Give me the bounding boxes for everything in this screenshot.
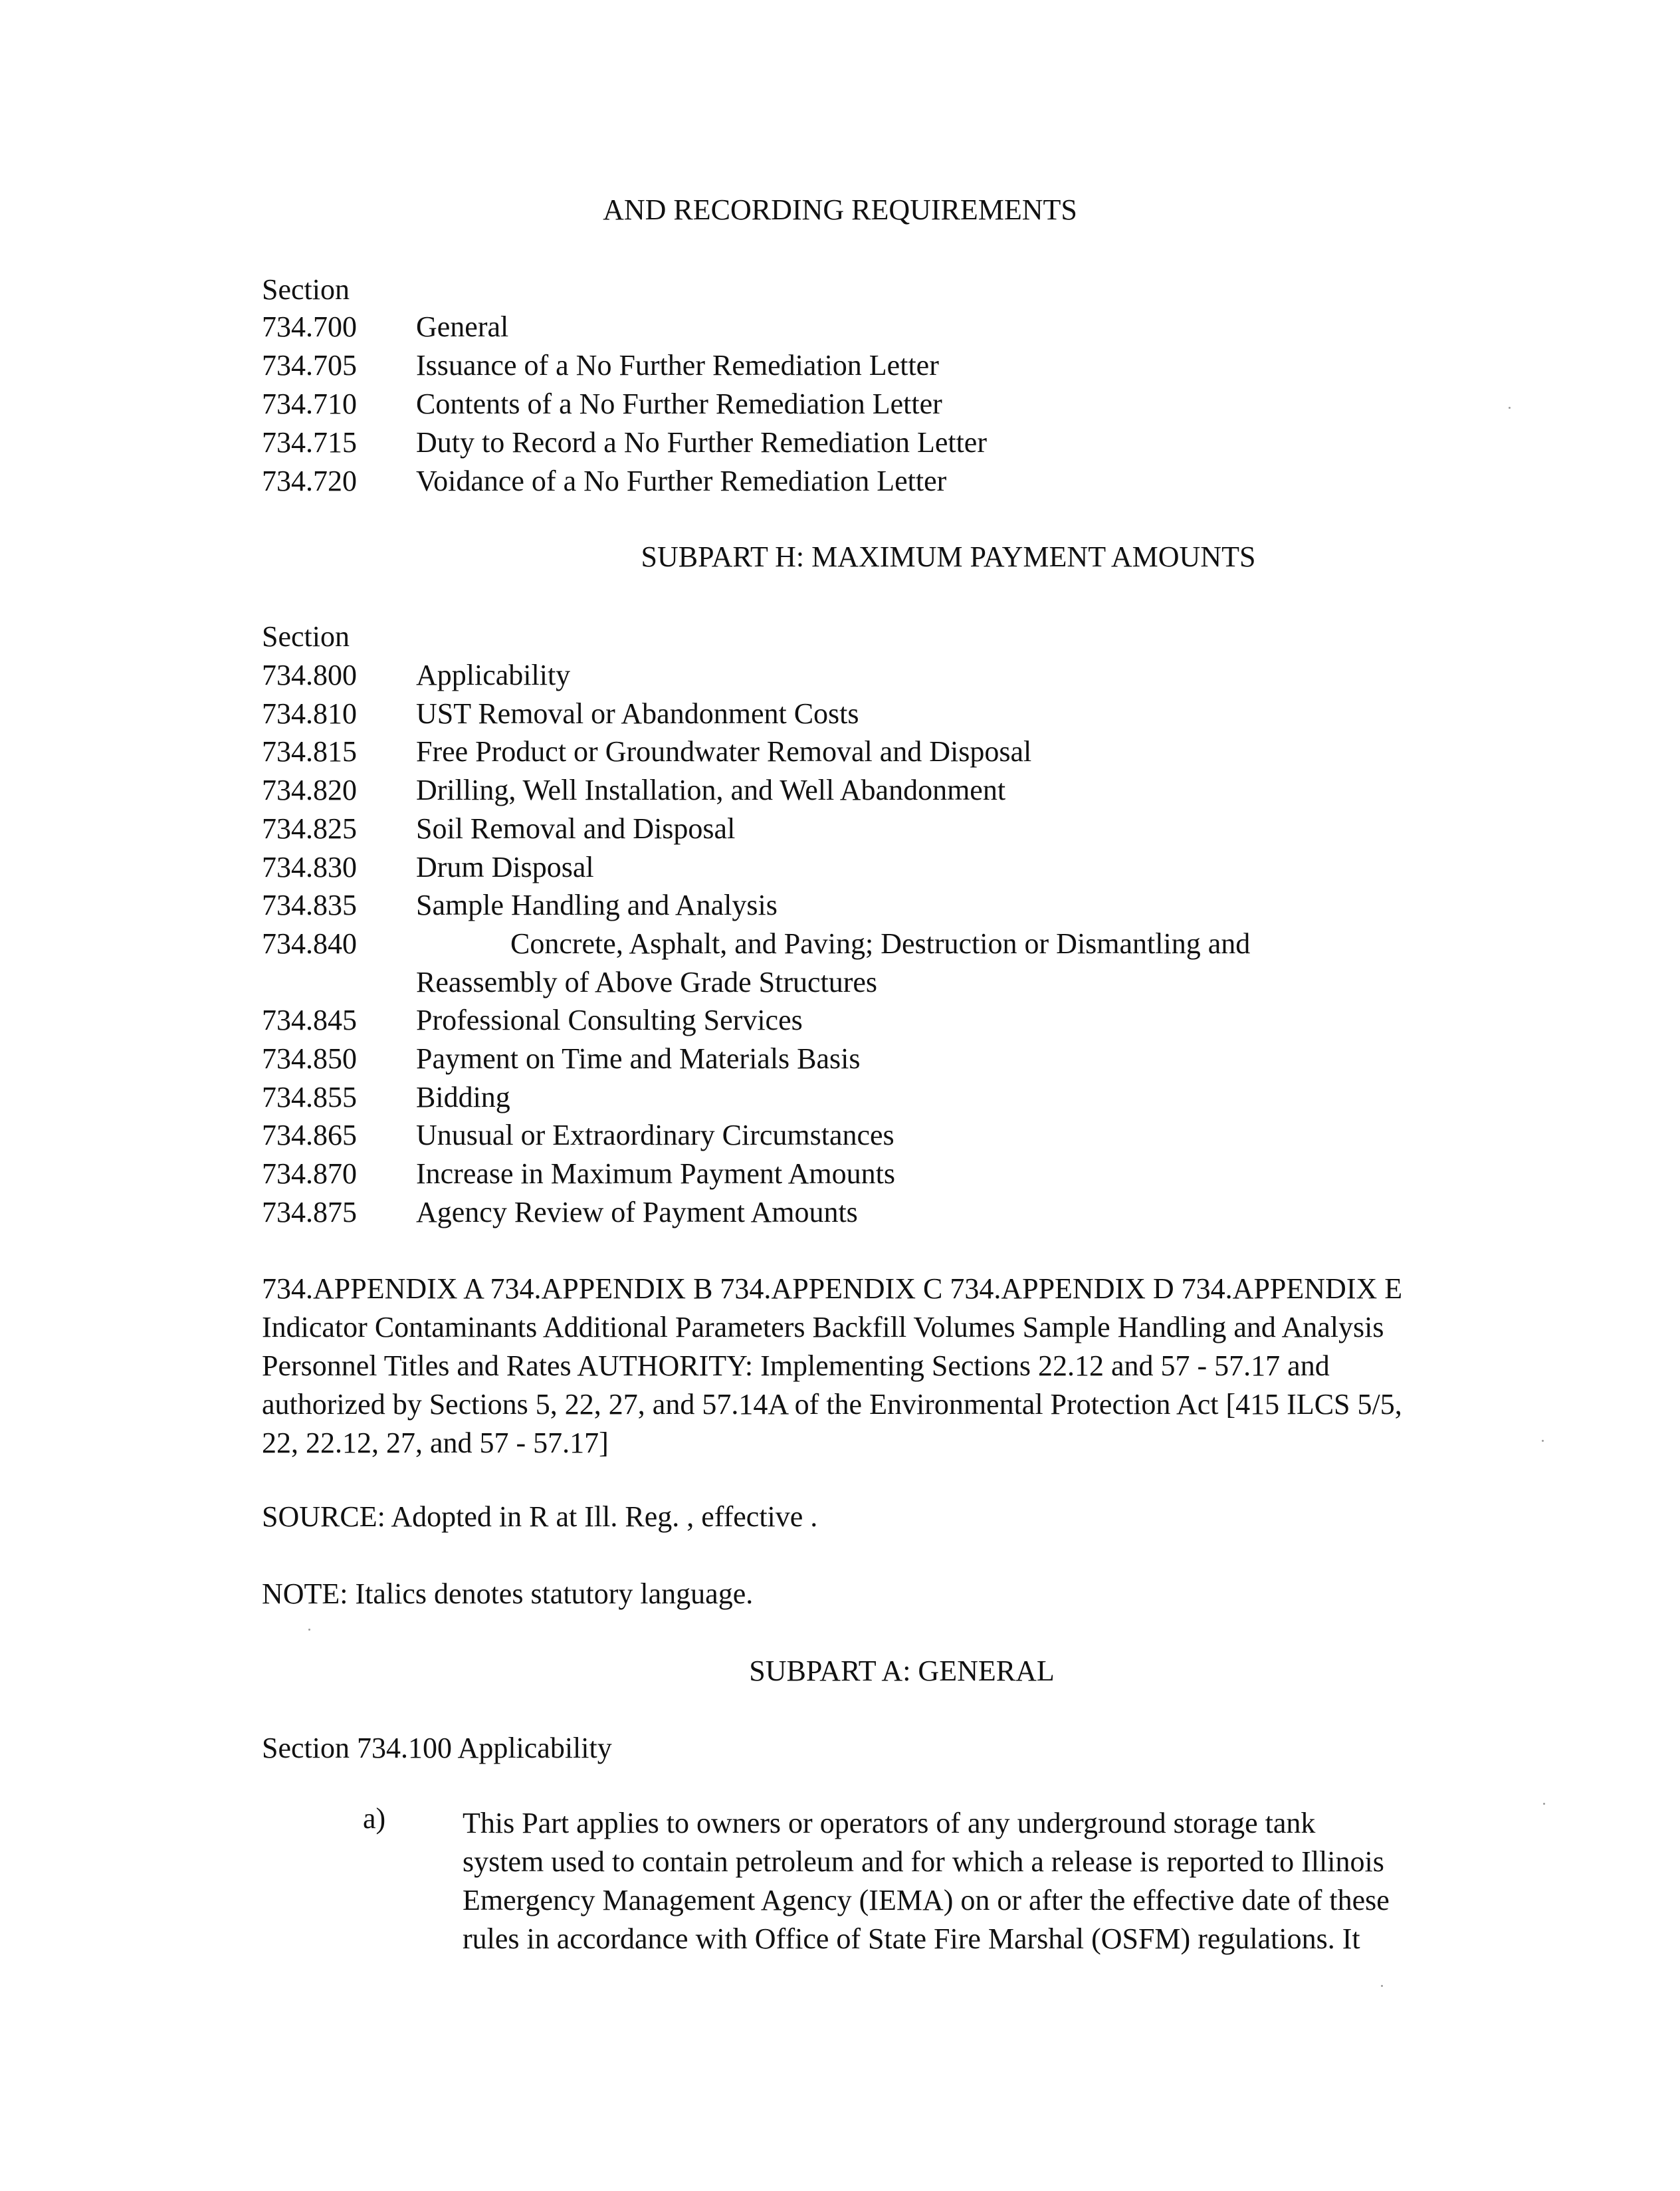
paragraph-line: 22, 22.12, 27, and 57 - 57.17] (262, 1427, 609, 1459)
section-title: Duty to Record a No Further Remediation Letter (416, 426, 987, 459)
section-number: 734.800 (262, 659, 357, 691)
section-title: Sample Handling and Analysis (416, 889, 778, 922)
section-title: Soil Removal and Disposal (416, 812, 736, 845)
paragraph-line: authorized by Sections 5, 22, 27, and 57.14A of the Environmental Protection Act [415 ILCS 5/5, (262, 1388, 1402, 1421)
section-number: 734.870 (262, 1157, 357, 1191)
section-title: Issuance of a No Further Remediation Letter (416, 349, 939, 382)
section-title-continuation: Reassembly of Above Grade Structures (416, 965, 878, 998)
section-number: 734.815 (262, 735, 357, 768)
note-line: NOTE: Italics denotes statutory language. (262, 1577, 754, 1610)
scan-speck (1509, 407, 1511, 409)
section-number: 734.700 (262, 310, 357, 343)
section-title: Applicability (416, 659, 571, 691)
item-line: This Part applies to owners or operators of any underground storage tank (463, 1807, 1316, 1839)
item-line: system used to contain petroleum and for which a release is reported to Illinois (463, 1845, 1384, 1878)
section-number: 734.845 (262, 1004, 357, 1037)
paragraph-line: 734.APPENDIX A 734.APPENDIX B 734.APPENDIX C 734.APPENDIX D 734.APPENDIX E (262, 1272, 1403, 1305)
section-title: Free Product or Groundwater Removal and Disposal (416, 735, 1032, 768)
scan-speck (1542, 1440, 1544, 1442)
subpart-a-heading: SUBPART A: GENERAL (749, 1655, 1055, 1687)
section-title: Contents of a No Further Remediation Letter (416, 388, 942, 420)
section-label-subpart-g: Section (262, 273, 350, 306)
subpart-h-heading: SUBPART H: MAXIMUM PAYMENT AMOUNTS (641, 540, 1256, 573)
section-title: Payment on Time and Materials Basis (416, 1042, 861, 1075)
paragraph-line: Indicator Contaminants Additional Parameters Backfill Volumes Sample Handling and Analysis (262, 1311, 1384, 1343)
section-number: 734.840 (262, 927, 357, 960)
item-line: Emergency Management Agency (IEMA) on or after the effective date of these (463, 1884, 1390, 1916)
section-number: 734.865 (262, 1119, 357, 1152)
source-line: SOURCE: Adopted in R at Ill. Reg. , effective . (262, 1500, 818, 1533)
section-number: 734.825 (262, 812, 357, 845)
item-a-text (463, 1804, 1473, 1958)
section-number: 734.705 (262, 349, 357, 382)
section-label-subpart-h: Section (262, 620, 350, 653)
section-title: UST Removal or Abandonment Costs (416, 697, 859, 730)
section-number: 734.810 (262, 697, 357, 730)
section-title: Drum Disposal (416, 850, 594, 883)
section-title: Concrete, Asphalt, and Paving; Destruction or Dismantling and (510, 927, 1251, 960)
section-number: 734.855 (262, 1080, 357, 1113)
scan-speck (308, 1629, 310, 1631)
section-number: 734.715 (262, 426, 357, 459)
section-734-100-title: Section 734.100 Applicability (262, 1732, 612, 1764)
section-title: Professional Consulting Services (416, 1004, 803, 1037)
paragraph-line: Personnel Titles and Rates AUTHORITY: Implementing Sections 22.12 and 57 - 57.17 and (262, 1349, 1330, 1382)
scan-speck (1543, 1803, 1545, 1805)
section-number: 734.710 (262, 388, 357, 420)
continuation-heading: AND RECORDING REQUIREMENTS (603, 193, 1077, 226)
section-title: Unusual or Extraordinary Circumstances (416, 1119, 894, 1152)
section-title: Drilling, Well Installation, and Well Abandonment (416, 774, 1006, 807)
section-title: Voidance of a No Further Remediation Letter (416, 465, 947, 497)
section-title: Agency Review of Payment Amounts (416, 1195, 858, 1228)
section-number: 734.850 (262, 1042, 357, 1075)
item-marker: a) (363, 1802, 386, 1835)
scan-speck (1381, 1985, 1383, 1987)
section-title: Bidding (416, 1080, 510, 1113)
section-title: General (416, 310, 509, 343)
section-number: 734.835 (262, 889, 357, 922)
section-number: 734.830 (262, 850, 357, 883)
section-number: 734.720 (262, 465, 357, 497)
section-number: 734.875 (262, 1195, 357, 1228)
item-line: rules in accordance with Office of State Fire Marshal (OSFM) regulations. It (463, 1922, 1360, 1955)
section-number: 734.820 (262, 774, 357, 807)
section-title: Increase in Maximum Payment Amounts (416, 1157, 895, 1191)
appendix-authority-paragraph (262, 1270, 1471, 1462)
